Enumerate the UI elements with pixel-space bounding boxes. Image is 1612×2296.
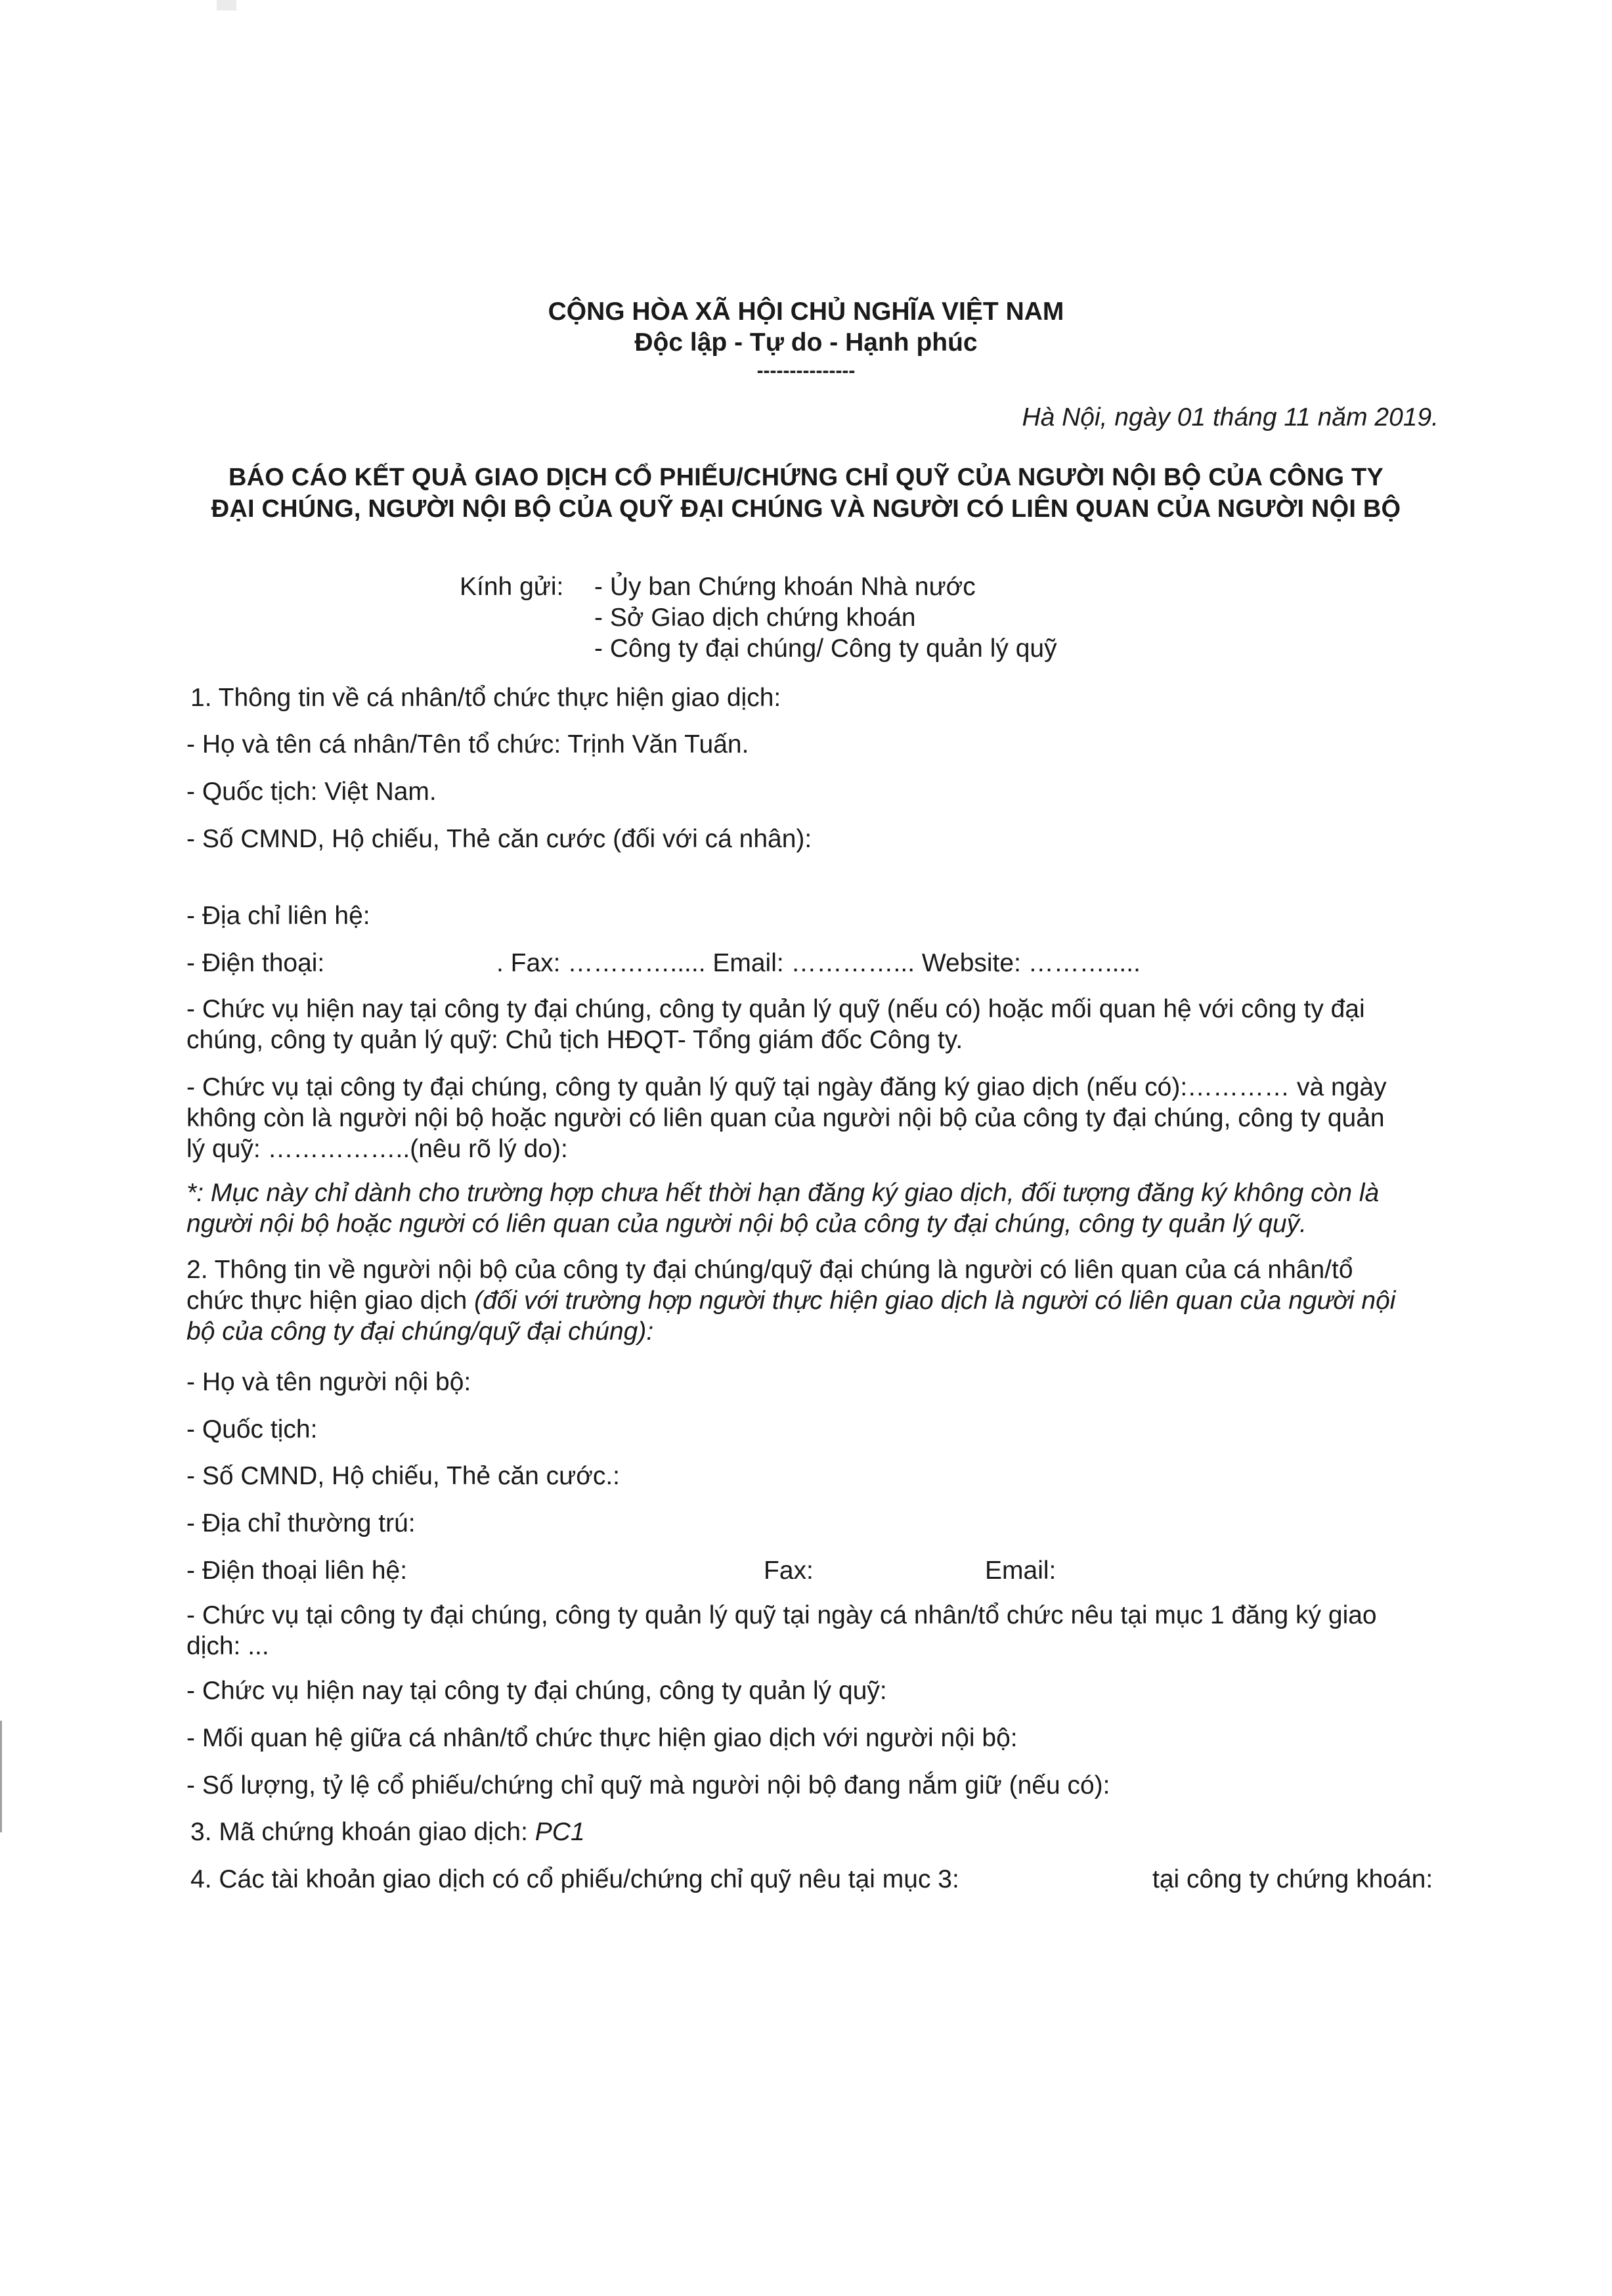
current-position-value: Chủ tịch HĐQT- Tổng giám đốc Công ty. bbox=[498, 1026, 963, 1054]
recipients-label: Kính gửi: bbox=[460, 573, 564, 601]
note-line: người nội bộ hoặc người có liên quan của người nội bộ của công ty đại chúng, công ty quản lý quỹ. bbox=[186, 1210, 1307, 1238]
id-field: - Số CMND, Hộ chiếu, Thẻ căn cước (đối với cá nhân): bbox=[186, 825, 812, 853]
contact-address-field: - Địa chỉ liên hệ: bbox=[186, 902, 370, 930]
scan-edge-mark bbox=[0, 1721, 2, 1832]
security-code-label: 3. Mã chứng khoán giao dịch: bbox=[190, 1818, 528, 1846]
section-2-heading-italic: (đối với trường hợp người thực hiện giao dịch là người có liên quan của người nội bbox=[474, 1287, 1396, 1315]
date-line: Hà Nội, ngày 01 tháng 11 năm 2019. bbox=[1022, 403, 1439, 431]
name-field bbox=[186, 730, 749, 759]
motto: Độc lập - Tự do - Hạnh phúc bbox=[634, 328, 978, 357]
current-position-line bbox=[186, 1025, 1454, 1055]
section-1-heading: 1. Thông tin về cá nhân/tổ chức thực hiện giao dịch: bbox=[190, 684, 781, 712]
security-code-value: PC1 bbox=[527, 1818, 585, 1846]
nationality-value: Việt Nam. bbox=[317, 778, 437, 806]
note-line: *: Mục này chỉ dành cho trường hợp chưa hết thời hạn đăng ký giao dịch, đối tượng đăng ký không còn là bbox=[186, 1179, 1380, 1207]
recipient-item: - Công ty đại chúng/ Công ty quản lý quỹ bbox=[594, 634, 1057, 663]
insider-name-field: - Họ và tên người nội bộ: bbox=[186, 1368, 471, 1396]
recipient-item: - Ủy ban Chứng khoán Nhà nước bbox=[594, 573, 976, 601]
insider-position-line: - Chức vụ tại công ty đại chúng, công ty quản lý quỹ tại ngày cá nhân/tổ chức nêu tại mục 1 đăng ký giao bbox=[186, 1601, 1377, 1629]
phone-field: - Điện thoại: bbox=[186, 949, 325, 977]
insider-position-at-registration bbox=[186, 1600, 1454, 1662]
section-2-heading bbox=[186, 1254, 1454, 1347]
section-2-heading-text: chức thực hiện giao dịch bbox=[186, 1287, 475, 1315]
report-title-line-2: ĐẠI CHÚNG, NGƯỜI NỘI BỘ CỦA QUỸ ĐẠI CHÚNG VÀ NGƯỜI CÓ LIÊN QUAN CỦA NGƯỜI NỘI BỘ bbox=[211, 495, 1401, 523]
registration-position-line: - Chức vụ tại công ty đại chúng, công ty quản lý quỹ tại ngày đăng ký giao dịch (nếu có):………… và ngày bbox=[186, 1073, 1387, 1101]
holding-field: - Số lượng, tỷ lệ cổ phiếu/chứng chỉ quỹ mà người nội bộ đang nắm giữ (nếu có): bbox=[186, 1771, 1110, 1799]
section-4-field: 4. Các tài khoản giao dịch có cổ phiếu/chứng chỉ quỹ nêu tại mục 3: bbox=[190, 1865, 959, 1893]
insider-position-line: dịch: ... bbox=[186, 1632, 269, 1660]
nationality-label: - Quốc tịch: bbox=[186, 778, 318, 806]
nationality-field bbox=[186, 778, 437, 806]
current-position-label: chúng, công ty quản lý quỹ: bbox=[186, 1026, 498, 1054]
relationship-field: - Mối quan hệ giữa cá nhân/tổ chức thực hiện giao dịch với người nội bộ: bbox=[186, 1724, 1018, 1752]
registration-position-paragraph bbox=[186, 1072, 1454, 1164]
current-position-line: - Chức vụ hiện nay tại công ty đại chúng, công ty quản lý quỹ (nếu có) hoặc mối quan hệ với công ty đại bbox=[186, 995, 1365, 1023]
insider-address-field: - Địa chỉ thường trú: bbox=[186, 1509, 416, 1537]
insider-id-field: - Số CMND, Hộ chiếu, Thẻ căn cước.: bbox=[186, 1462, 621, 1490]
recipient-item: - Sở Giao dịch chứng khoán bbox=[594, 604, 916, 632]
report-title-line-1: BÁO CÁO KẾT QUẢ GIAO DỊCH CỔ PHIẾU/CHỨNG CHỈ QUỸ CỦA NGƯỜI NỘI BỘ CỦA CÔNG TY bbox=[229, 464, 1383, 491]
section-3-field bbox=[190, 1818, 585, 1847]
registration-position-line: lý quỹ: ……………..(nêu rõ lý do): bbox=[186, 1135, 568, 1163]
header-divider: --------------- bbox=[756, 360, 856, 382]
name-label: - Họ và tên cá nhân/Tên tổ chức: bbox=[186, 730, 561, 759]
insider-email-field: Email: bbox=[985, 1556, 1057, 1585]
insider-current-position-field: - Chức vụ hiện nay tại công ty đại chúng, công ty quản lý quỹ: bbox=[186, 1677, 887, 1705]
fax-email-website-field: . Fax: …………..... Email: …………... Website: ………..... bbox=[496, 949, 1141, 977]
section-2-heading-line bbox=[186, 1285, 1454, 1316]
current-position-paragraph bbox=[186, 994, 1454, 1055]
section-2-heading-line: 2. Thông tin về người nội bộ của công ty đại chúng/quỹ đại chúng là người có liên quan của cá nhân/tổ bbox=[186, 1256, 1353, 1284]
insider-fax-field: Fax: bbox=[764, 1556, 814, 1585]
name-value: Trịnh Văn Tuấn. bbox=[561, 730, 749, 759]
registration-position-line: không còn là người nội bộ hoặc người có liên quan của người nội bộ của công ty đại chúng, công ty quản bbox=[186, 1104, 1385, 1132]
country-header: CỘNG HÒA XÃ HỘI CHỦ NGHĨA VIỆT NAM bbox=[548, 298, 1064, 326]
insider-phone-field: - Điện thoại liên hệ: bbox=[186, 1556, 408, 1585]
broker-field: tại công ty chứng khoán: bbox=[1152, 1865, 1433, 1893]
scan-artifact bbox=[217, 0, 236, 11]
insider-nationality-field: - Quốc tịch: bbox=[186, 1415, 318, 1444]
section-2-heading-line: bộ của công ty đại chúng/quỹ đại chúng): bbox=[186, 1317, 654, 1346]
note-paragraph bbox=[186, 1178, 1454, 1239]
